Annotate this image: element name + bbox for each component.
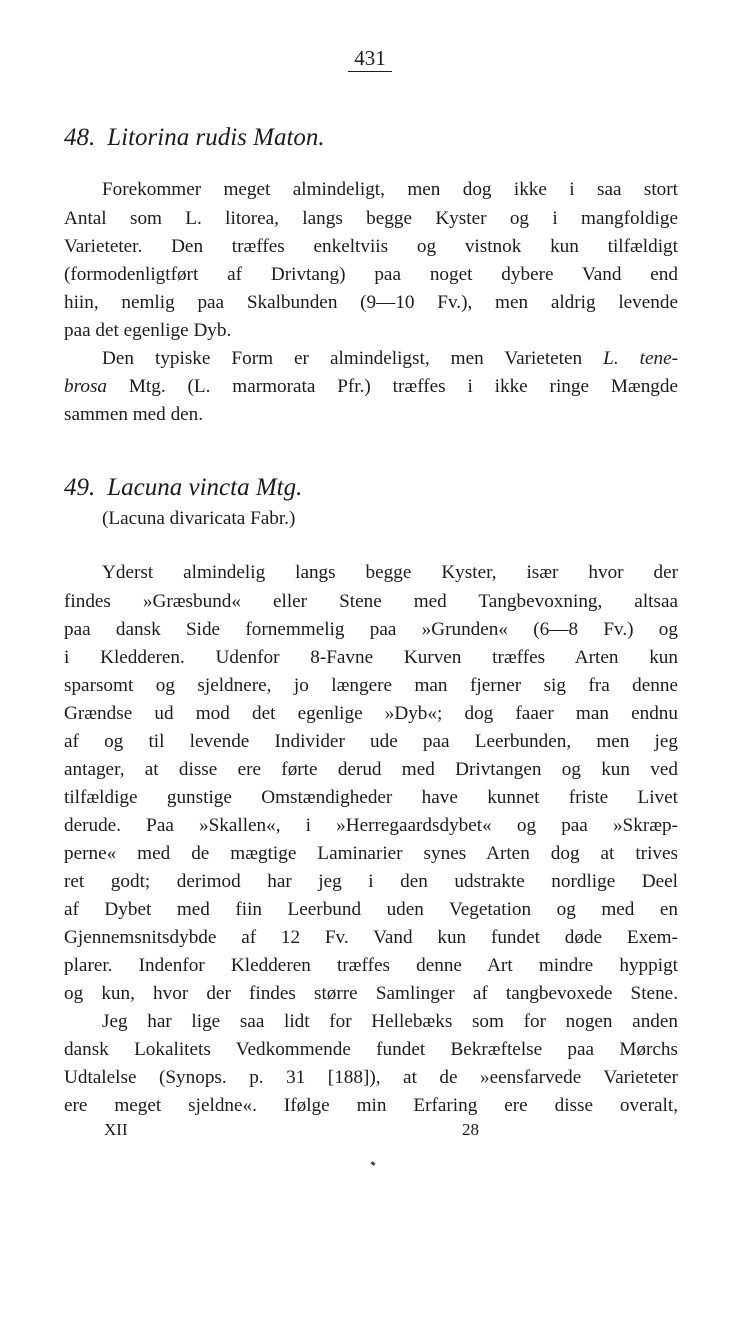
- text-line: Jeg har lige saa lidt for Hellebæks som for nogen anden: [102, 1011, 678, 1032]
- print-speck: [371, 1161, 376, 1166]
- text-line: paa det egenlige Dyb.: [64, 320, 232, 341]
- text-line: sparsomt og sjeldnere, jo længere man fjerner sig fra denne: [64, 675, 678, 696]
- text-line: derude. Paa »Skallen«, i »Herregaardsdybet« og paa »Skræp-: [64, 815, 678, 836]
- text-line: dansk Lokalitets Vedkommende fundet Bekræftelse paa Mørchs: [64, 1039, 678, 1060]
- text-line: [102, 347, 678, 371]
- text-line: af Dybet med fiin Leerbund uden Vegetation og med en: [64, 899, 678, 920]
- text-line: af og til levende Individer ude paa Leerbunden, men jeg: [64, 731, 678, 752]
- text-line: paa dansk Side fornemmelig paa »Grunden« (6—8 Fv.) og: [64, 619, 678, 640]
- text-line: og kun, hvor der findes større Samlinger af tangbevoxede Stene.: [64, 983, 678, 1004]
- text-line: sammen med den.: [64, 404, 204, 425]
- text-line: Forekommer meget almindeligt, men dog ikke i saa stort: [102, 179, 678, 200]
- text-line: tilfældige gunstige Omstændigheder have kunnet friste Livet: [64, 787, 678, 808]
- text-line: Udtalelse (Synops. p. 31 [188]), at de »eensfarvede Varieteter: [64, 1067, 678, 1088]
- text-line: Varieteter. Den træffes enkeltviis og vistnok kun tilfældigt: [64, 236, 678, 257]
- species-title: Lacuna vincta Mtg.: [107, 474, 303, 501]
- text-line: (formodenligtført af Drivtang) paa noget dybere Vand end: [64, 264, 678, 285]
- text-line: Antal som L. litorea, langs begge Kyster og i mangfoldige: [64, 208, 678, 229]
- text-line: Gjennemsnitsdybde af 12 Fv. Vand kun fundet døde Exem-: [64, 927, 678, 948]
- section-number: 48.: [64, 124, 96, 151]
- text-line: perne« med de mægtige Laminarier synes Arten dog at trives: [64, 843, 678, 864]
- section-heading-48: [64, 124, 325, 152]
- italic-species-name: L. tene-: [603, 348, 678, 369]
- signature-number: 28: [462, 1120, 479, 1139]
- synonym-line: (Lacuna divaricata Fabr.): [102, 508, 296, 529]
- text-line: i Kledderen. Udenfor 8-Favne Kurven træffes Arten kun: [64, 647, 678, 668]
- text-line: hiin, nemlig paa Skalbunden (9—10 Fv.), men aldrig levende: [64, 292, 678, 313]
- text-run: Mtg. (L. marmorata Pfr.) træffes i ikke ringe Mængde: [107, 376, 678, 397]
- text-line: antager, at disse ere førte derud med Drivtangen og kun ved: [64, 759, 678, 780]
- text-line: findes »Græsbund« eller Stene med Tangbevoxning, altsaa: [64, 591, 678, 612]
- species-title: Litorina rudis Maton.: [107, 124, 325, 151]
- text-run: Den typiske Form er almindeligst, men Varieteten: [102, 348, 604, 369]
- text-line: ret godt; derimod har jeg i den udstrakte nordlige Deel: [64, 871, 678, 892]
- text-line: Grændse ud mod det egenlige »Dyb«; dog faaer man endnu: [64, 703, 678, 724]
- text-line: Yderst almindelig langs begge Kyster, især hvor der: [102, 562, 678, 583]
- section-heading-49: [64, 474, 302, 502]
- text-line: ere meget sjeldne«. Ifølge min Erfaring ere disse overalt,: [64, 1095, 678, 1116]
- italic-species-name: brosa: [64, 376, 108, 397]
- page-number: 431: [0, 46, 740, 72]
- text-line: [64, 375, 678, 399]
- signature-roman: XII: [104, 1120, 128, 1139]
- section-number: 49.: [64, 474, 96, 501]
- text-line: plarer. Indenfor Kledderen træffes denne Art mindre hyppigt: [64, 955, 678, 976]
